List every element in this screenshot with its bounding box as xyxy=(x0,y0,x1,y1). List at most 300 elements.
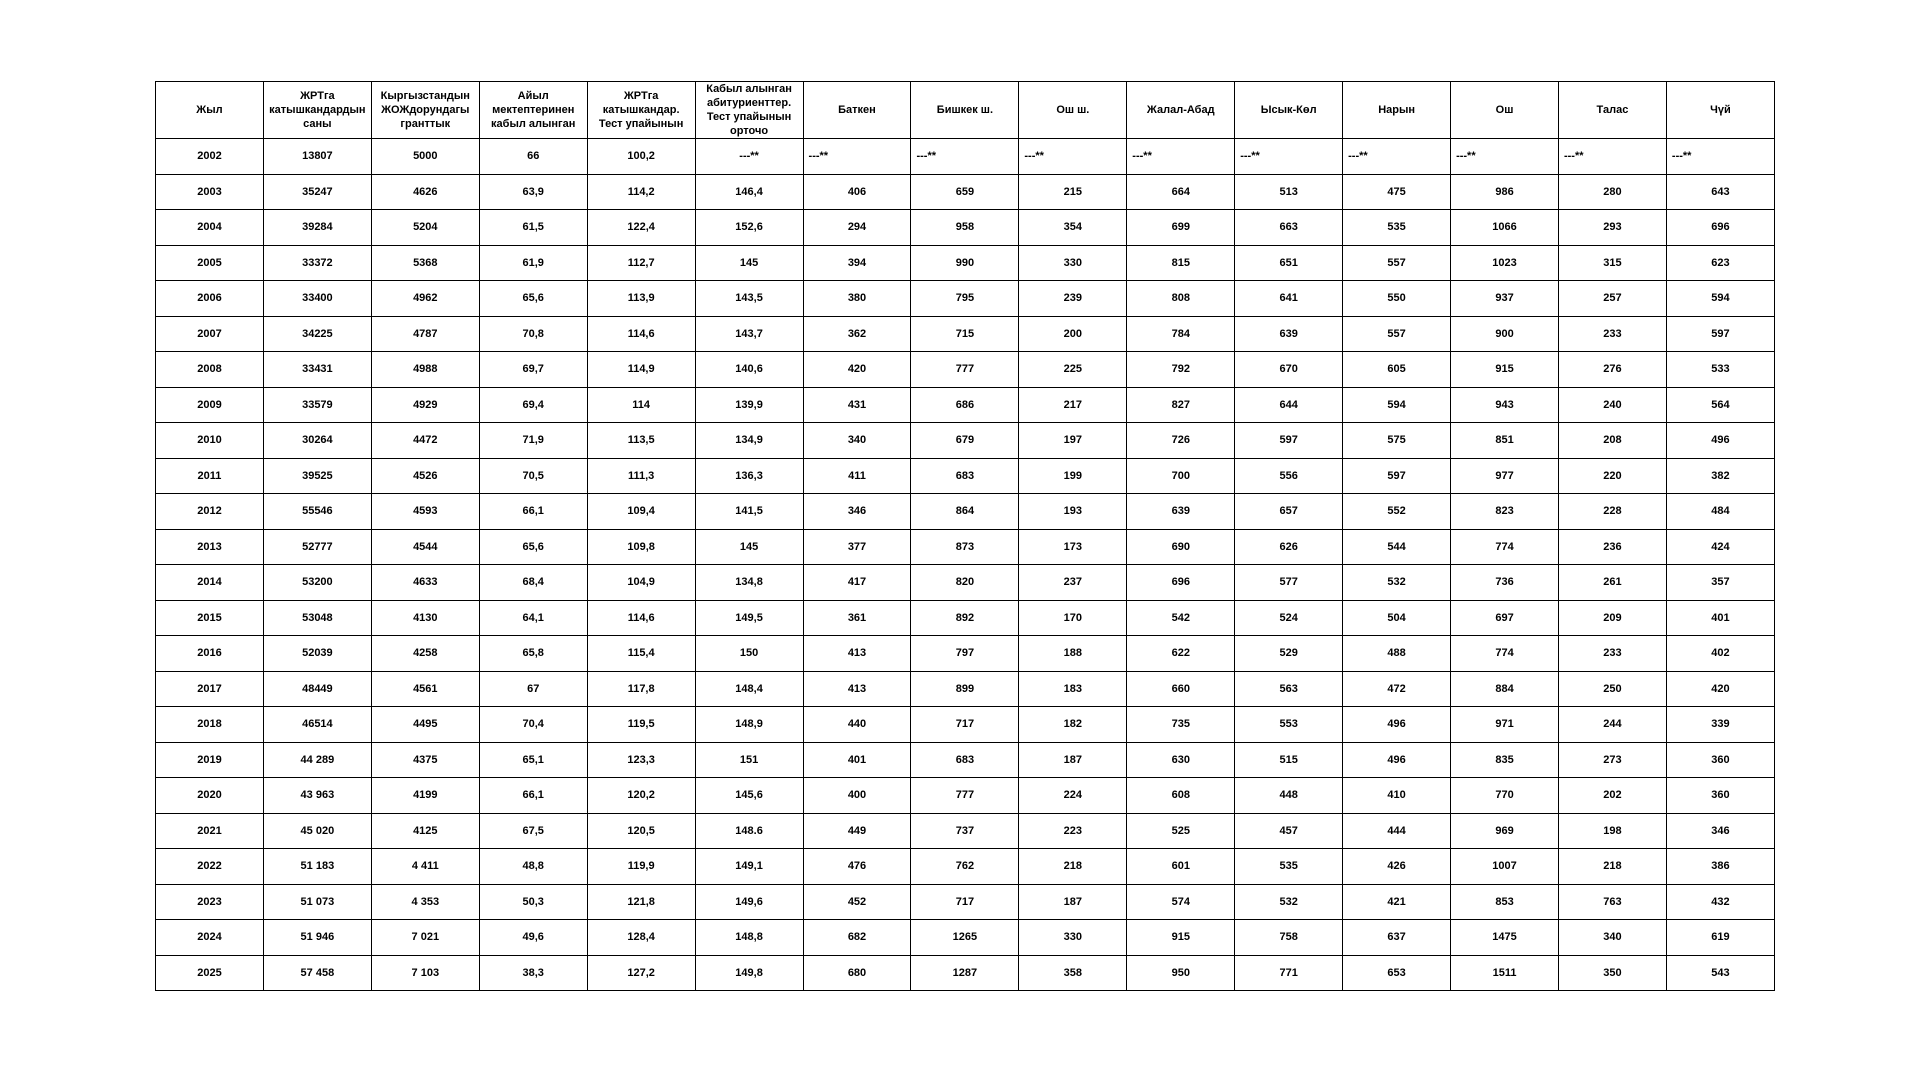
table-cell: 556 xyxy=(1235,458,1343,494)
year-cell: 2004 xyxy=(156,210,264,246)
table-cell: ---** xyxy=(1235,139,1343,175)
table-cell: 228 xyxy=(1558,494,1666,530)
table-cell: 774 xyxy=(1451,529,1559,565)
table-cell: 119,5 xyxy=(587,707,695,743)
table-cell: 4593 xyxy=(371,494,479,530)
table-cell: 774 xyxy=(1451,636,1559,672)
year-cell: 2023 xyxy=(156,884,264,920)
table-cell: 630 xyxy=(1127,742,1235,778)
table-cell: 943 xyxy=(1451,387,1559,423)
table-cell: 67,5 xyxy=(479,813,587,849)
table-cell: 39284 xyxy=(263,210,371,246)
table-cell: 202 xyxy=(1558,778,1666,814)
table-cell: 382 xyxy=(1666,458,1774,494)
table-cell: 770 xyxy=(1451,778,1559,814)
table-cell: 149,6 xyxy=(695,884,803,920)
table-cell: 200 xyxy=(1019,316,1127,352)
header-bishkek-city xyxy=(911,82,1019,139)
table-cell: 143,5 xyxy=(695,281,803,317)
table-cell: 535 xyxy=(1235,849,1343,885)
table-cell: 864 xyxy=(911,494,1019,530)
header-label: Ош xyxy=(1495,104,1514,116)
table-cell: 683 xyxy=(911,742,1019,778)
table-cell: 608 xyxy=(1127,778,1235,814)
table-cell: 30264 xyxy=(263,423,371,459)
table-cell: 653 xyxy=(1343,955,1451,991)
statistics-table-container xyxy=(155,81,1775,991)
table-cell: 605 xyxy=(1343,352,1451,388)
table-cell: 619 xyxy=(1666,920,1774,956)
header-label: Кыргызстандын ЖОЖдорундагы гранттык xyxy=(380,90,470,130)
year-cell: 2020 xyxy=(156,778,264,814)
table-cell: 224 xyxy=(1019,778,1127,814)
table-cell: 187 xyxy=(1019,884,1127,920)
table-cell: 339 xyxy=(1666,707,1774,743)
table-row xyxy=(156,636,1775,672)
table-cell: 411 xyxy=(803,458,911,494)
table-cell: 33579 xyxy=(263,387,371,423)
table-cell: 717 xyxy=(911,884,1019,920)
table-cell: 1511 xyxy=(1451,955,1559,991)
header-label: Айыл мектептеринен кабыл алынган xyxy=(491,90,576,130)
table-cell: 736 xyxy=(1451,565,1559,601)
table-cell: 218 xyxy=(1019,849,1127,885)
table-cell: 346 xyxy=(1666,813,1774,849)
table-cell: 148,8 xyxy=(695,920,803,956)
header-rural-admitted xyxy=(479,82,587,139)
table-cell: 145,6 xyxy=(695,778,803,814)
table-cell: 35247 xyxy=(263,174,371,210)
table-cell: ---** xyxy=(1127,139,1235,175)
table-cell: 233 xyxy=(1558,316,1666,352)
table-cell: 557 xyxy=(1343,245,1451,281)
header-label: Талас xyxy=(1596,104,1629,116)
table-cell: 797 xyxy=(911,636,1019,672)
header-label: Кабыл алынган абитуриенттер. Тест упайынын орточо xyxy=(706,83,792,137)
table-cell: 330 xyxy=(1019,920,1127,956)
table-cell: 114 xyxy=(587,387,695,423)
table-cell: 71,9 xyxy=(479,423,587,459)
header-osh xyxy=(1451,82,1559,139)
table-cell: 575 xyxy=(1343,423,1451,459)
table-cell: 52777 xyxy=(263,529,371,565)
table-cell: 544 xyxy=(1343,529,1451,565)
year-cell: 2010 xyxy=(156,423,264,459)
table-cell: 1265 xyxy=(911,920,1019,956)
table-cell: 452 xyxy=(803,884,911,920)
table-cell: 421 xyxy=(1343,884,1451,920)
table-cell: 937 xyxy=(1451,281,1559,317)
table-cell: 65,6 xyxy=(479,281,587,317)
table-cell: 577 xyxy=(1235,565,1343,601)
table-cell: 795 xyxy=(911,281,1019,317)
table-cell: 146,4 xyxy=(695,174,803,210)
table-cell: 699 xyxy=(1127,210,1235,246)
table-cell: 4 353 xyxy=(371,884,479,920)
header-label: Чүй xyxy=(1710,104,1731,116)
table-row xyxy=(156,245,1775,281)
table-cell: 139,9 xyxy=(695,387,803,423)
table-cell: 682 xyxy=(803,920,911,956)
table-cell: 354 xyxy=(1019,210,1127,246)
table-cell: 140,6 xyxy=(695,352,803,388)
table-cell: 117,8 xyxy=(587,671,695,707)
header-label: ЖРТга катышкандардын саны xyxy=(269,90,366,130)
table-row xyxy=(156,529,1775,565)
header-label: Ош ш. xyxy=(1056,104,1090,116)
table-cell: 134,9 xyxy=(695,423,803,459)
table-row xyxy=(156,494,1775,530)
table-cell: 187 xyxy=(1019,742,1127,778)
table-cell: ---** xyxy=(803,139,911,175)
year-cell: 2013 xyxy=(156,529,264,565)
table-cell: 873 xyxy=(911,529,1019,565)
table-cell: 597 xyxy=(1235,423,1343,459)
table-cell: 735 xyxy=(1127,707,1235,743)
table-cell: 950 xyxy=(1127,955,1235,991)
table-cell: 4561 xyxy=(371,671,479,707)
table-cell: 400 xyxy=(803,778,911,814)
table-cell: 148.6 xyxy=(695,813,803,849)
table-cell: 360 xyxy=(1666,778,1774,814)
table-cell: 542 xyxy=(1127,600,1235,636)
table-row xyxy=(156,352,1775,388)
table-cell: 820 xyxy=(911,565,1019,601)
table-cell: 233 xyxy=(1558,636,1666,672)
table-cell: 4626 xyxy=(371,174,479,210)
table-cell: 55546 xyxy=(263,494,371,530)
table-row xyxy=(156,955,1775,991)
table-cell: 112,7 xyxy=(587,245,695,281)
table-cell: 193 xyxy=(1019,494,1127,530)
table-cell: 315 xyxy=(1558,245,1666,281)
table-cell: 45 020 xyxy=(263,813,371,849)
table-cell: 529 xyxy=(1235,636,1343,672)
table-cell: 134,8 xyxy=(695,565,803,601)
table-cell: 504 xyxy=(1343,600,1451,636)
table-cell: 293 xyxy=(1558,210,1666,246)
year-cell: 2011 xyxy=(156,458,264,494)
table-row xyxy=(156,316,1775,352)
table-cell: 149,5 xyxy=(695,600,803,636)
table-cell: 484 xyxy=(1666,494,1774,530)
table-cell: 4 411 xyxy=(371,849,479,885)
table-cell: 651 xyxy=(1235,245,1343,281)
year-cell: 2006 xyxy=(156,281,264,317)
table-cell: 350 xyxy=(1558,955,1666,991)
table-cell: 659 xyxy=(911,174,1019,210)
table-cell: 5204 xyxy=(371,210,479,246)
table-cell: 66 xyxy=(479,139,587,175)
table-cell: 535 xyxy=(1343,210,1451,246)
table-cell: 240 xyxy=(1558,387,1666,423)
table-cell: 449 xyxy=(803,813,911,849)
table-row xyxy=(156,174,1775,210)
header-label: Жыл xyxy=(196,104,223,116)
table-cell: 141,5 xyxy=(695,494,803,530)
table-cell: 357 xyxy=(1666,565,1774,601)
table-cell: ---** xyxy=(695,139,803,175)
table-cell: 758 xyxy=(1235,920,1343,956)
table-cell: 49,6 xyxy=(479,920,587,956)
table-cell: 51 183 xyxy=(263,849,371,885)
table-cell: 66,1 xyxy=(479,778,587,814)
table-cell: 250 xyxy=(1558,671,1666,707)
table-cell: 145 xyxy=(695,529,803,565)
table-cell: 150 xyxy=(695,636,803,672)
table-cell: 413 xyxy=(803,671,911,707)
header-label: Бишкек ш. xyxy=(936,104,994,116)
table-cell: 215 xyxy=(1019,174,1127,210)
table-cell: 726 xyxy=(1127,423,1235,459)
table-cell: 990 xyxy=(911,245,1019,281)
table-cell: 827 xyxy=(1127,387,1235,423)
table-cell: 815 xyxy=(1127,245,1235,281)
header-row xyxy=(156,82,1775,139)
table-cell: 114,9 xyxy=(587,352,695,388)
table-cell: 4988 xyxy=(371,352,479,388)
table-cell: 697 xyxy=(1451,600,1559,636)
table-cell: 197 xyxy=(1019,423,1127,459)
table-cell: 644 xyxy=(1235,387,1343,423)
table-cell: 33372 xyxy=(263,245,371,281)
table-cell: 431 xyxy=(803,387,911,423)
table-cell: 448 xyxy=(1235,778,1343,814)
header-talas xyxy=(1558,82,1666,139)
table-row xyxy=(156,387,1775,423)
table-cell: 4495 xyxy=(371,707,479,743)
table-cell: 1287 xyxy=(911,955,1019,991)
table-cell: 53200 xyxy=(263,565,371,601)
table-cell: 696 xyxy=(1666,210,1774,246)
table-cell: 51 073 xyxy=(263,884,371,920)
table-cell: 715 xyxy=(911,316,1019,352)
table-cell: 424 xyxy=(1666,529,1774,565)
table-cell: 958 xyxy=(911,210,1019,246)
table-cell: 639 xyxy=(1127,494,1235,530)
table-cell: 70,4 xyxy=(479,707,587,743)
table-cell: 639 xyxy=(1235,316,1343,352)
table-cell: 574 xyxy=(1127,884,1235,920)
table-cell: 7 021 xyxy=(371,920,479,956)
table-cell: 564 xyxy=(1666,387,1774,423)
table-cell: 100,2 xyxy=(587,139,695,175)
table-cell: 4125 xyxy=(371,813,479,849)
table-cell: 771 xyxy=(1235,955,1343,991)
table-cell: 892 xyxy=(911,600,1019,636)
table-cell: 44 289 xyxy=(263,742,371,778)
table-cell: 5368 xyxy=(371,245,479,281)
table-cell: 69,7 xyxy=(479,352,587,388)
table-cell: 136,3 xyxy=(695,458,803,494)
table-cell: 4962 xyxy=(371,281,479,317)
table-cell: 257 xyxy=(1558,281,1666,317)
table-cell: 148,9 xyxy=(695,707,803,743)
table-cell: 1475 xyxy=(1451,920,1559,956)
year-cell: 2018 xyxy=(156,707,264,743)
table-cell: 977 xyxy=(1451,458,1559,494)
table-cell: 971 xyxy=(1451,707,1559,743)
header-test-score-participants xyxy=(587,82,695,139)
table-cell: 657 xyxy=(1235,494,1343,530)
table-row xyxy=(156,742,1775,778)
table-cell: 188 xyxy=(1019,636,1127,672)
table-body xyxy=(156,139,1775,991)
table-cell: 122,4 xyxy=(587,210,695,246)
table-cell: 33400 xyxy=(263,281,371,317)
table-cell: 696 xyxy=(1127,565,1235,601)
year-cell: 2014 xyxy=(156,565,264,601)
header-osh-city xyxy=(1019,82,1127,139)
table-cell: 5000 xyxy=(371,139,479,175)
table-cell: 173 xyxy=(1019,529,1127,565)
table-cell: 513 xyxy=(1235,174,1343,210)
table-cell: 48449 xyxy=(263,671,371,707)
table-cell: 115,4 xyxy=(587,636,695,672)
table-cell: 496 xyxy=(1343,707,1451,743)
header-naryn xyxy=(1343,82,1451,139)
table-cell: 475 xyxy=(1343,174,1451,210)
table-row xyxy=(156,423,1775,459)
table-cell: 38,3 xyxy=(479,955,587,991)
table-cell: 52039 xyxy=(263,636,371,672)
table-row xyxy=(156,600,1775,636)
table-cell: 597 xyxy=(1666,316,1774,352)
year-cell: 2024 xyxy=(156,920,264,956)
table-cell: 114,6 xyxy=(587,600,695,636)
table-cell: 218 xyxy=(1558,849,1666,885)
year-cell: 2007 xyxy=(156,316,264,352)
table-cell: 53048 xyxy=(263,600,371,636)
table-cell: 360 xyxy=(1666,742,1774,778)
header-label: ЖРТга катышкандар. Тест упайынын xyxy=(598,90,684,130)
table-cell: 426 xyxy=(1343,849,1451,885)
table-cell: 50,3 xyxy=(479,884,587,920)
table-row xyxy=(156,849,1775,885)
table-cell: 899 xyxy=(911,671,1019,707)
table-cell: 57 458 xyxy=(263,955,371,991)
table-cell: 1023 xyxy=(1451,245,1559,281)
table-cell: 239 xyxy=(1019,281,1127,317)
table-cell: 70,8 xyxy=(479,316,587,352)
table-cell: 294 xyxy=(803,210,911,246)
table-cell: 330 xyxy=(1019,245,1127,281)
table-cell: 4544 xyxy=(371,529,479,565)
table-cell: 340 xyxy=(1558,920,1666,956)
table-cell: 853 xyxy=(1451,884,1559,920)
table-cell: 986 xyxy=(1451,174,1559,210)
table-row xyxy=(156,458,1775,494)
table-cell: 4258 xyxy=(371,636,479,672)
table-cell: 4472 xyxy=(371,423,479,459)
table-cell: 563 xyxy=(1235,671,1343,707)
year-cell: 2015 xyxy=(156,600,264,636)
header-participants-count xyxy=(263,82,371,139)
table-cell: 420 xyxy=(1666,671,1774,707)
header-test-score-admitted xyxy=(695,82,803,139)
table-cell: 4526 xyxy=(371,458,479,494)
table-cell: 660 xyxy=(1127,671,1235,707)
table-cell: 777 xyxy=(911,778,1019,814)
table-cell: 148,4 xyxy=(695,671,803,707)
table-cell: 209 xyxy=(1558,600,1666,636)
table-row xyxy=(156,565,1775,601)
table-cell: 515 xyxy=(1235,742,1343,778)
table-cell: 401 xyxy=(1666,600,1774,636)
table-cell: 4787 xyxy=(371,316,479,352)
table-cell: 637 xyxy=(1343,920,1451,956)
table-row xyxy=(156,813,1775,849)
table-cell: 533 xyxy=(1666,352,1774,388)
header-label: Баткен xyxy=(838,104,876,116)
table-row xyxy=(156,778,1775,814)
year-cell: 2003 xyxy=(156,174,264,210)
table-cell: 737 xyxy=(911,813,1019,849)
table-cell: 670 xyxy=(1235,352,1343,388)
table-cell: 236 xyxy=(1558,529,1666,565)
table-cell: 121,8 xyxy=(587,884,695,920)
table-cell: 808 xyxy=(1127,281,1235,317)
table-cell: 402 xyxy=(1666,636,1774,672)
table-cell: 151 xyxy=(695,742,803,778)
year-cell: 2025 xyxy=(156,955,264,991)
table-cell: 406 xyxy=(803,174,911,210)
year-cell: 2021 xyxy=(156,813,264,849)
table-cell: 61,5 xyxy=(479,210,587,246)
year-cell: 2005 xyxy=(156,245,264,281)
table-cell: 43 963 xyxy=(263,778,371,814)
table-cell: 496 xyxy=(1666,423,1774,459)
table-cell: 340 xyxy=(803,423,911,459)
table-cell: 48,8 xyxy=(479,849,587,885)
table-cell: 109,8 xyxy=(587,529,695,565)
table-cell: 401 xyxy=(803,742,911,778)
table-cell: 594 xyxy=(1343,387,1451,423)
table-cell: 777 xyxy=(911,352,1019,388)
table-cell: 884 xyxy=(1451,671,1559,707)
table-cell: 690 xyxy=(1127,529,1235,565)
table-cell: 128,4 xyxy=(587,920,695,956)
table-cell: 65,6 xyxy=(479,529,587,565)
table-cell: 377 xyxy=(803,529,911,565)
table-cell: 170 xyxy=(1019,600,1127,636)
table-cell: 51 946 xyxy=(263,920,371,956)
table-row xyxy=(156,139,1775,175)
table-cell: 915 xyxy=(1451,352,1559,388)
table-cell: ---** xyxy=(1666,139,1774,175)
table-cell: 900 xyxy=(1451,316,1559,352)
table-cell: 223 xyxy=(1019,813,1127,849)
table-cell: 237 xyxy=(1019,565,1127,601)
table-cell: 70,5 xyxy=(479,458,587,494)
table-cell: 149,8 xyxy=(695,955,803,991)
table-cell: 113,5 xyxy=(587,423,695,459)
table-cell: 7 103 xyxy=(371,955,479,991)
year-cell: 2008 xyxy=(156,352,264,388)
table-cell: 111,3 xyxy=(587,458,695,494)
table-cell: 280 xyxy=(1558,174,1666,210)
table-cell: 361 xyxy=(803,600,911,636)
table-cell: 34225 xyxy=(263,316,371,352)
table-cell: 664 xyxy=(1127,174,1235,210)
table-cell: 524 xyxy=(1235,600,1343,636)
table-cell: 143,7 xyxy=(695,316,803,352)
table-cell: ---** xyxy=(1451,139,1559,175)
table-cell: 543 xyxy=(1666,955,1774,991)
table-cell: 65,1 xyxy=(479,742,587,778)
table-cell: 601 xyxy=(1127,849,1235,885)
table-cell: 413 xyxy=(803,636,911,672)
